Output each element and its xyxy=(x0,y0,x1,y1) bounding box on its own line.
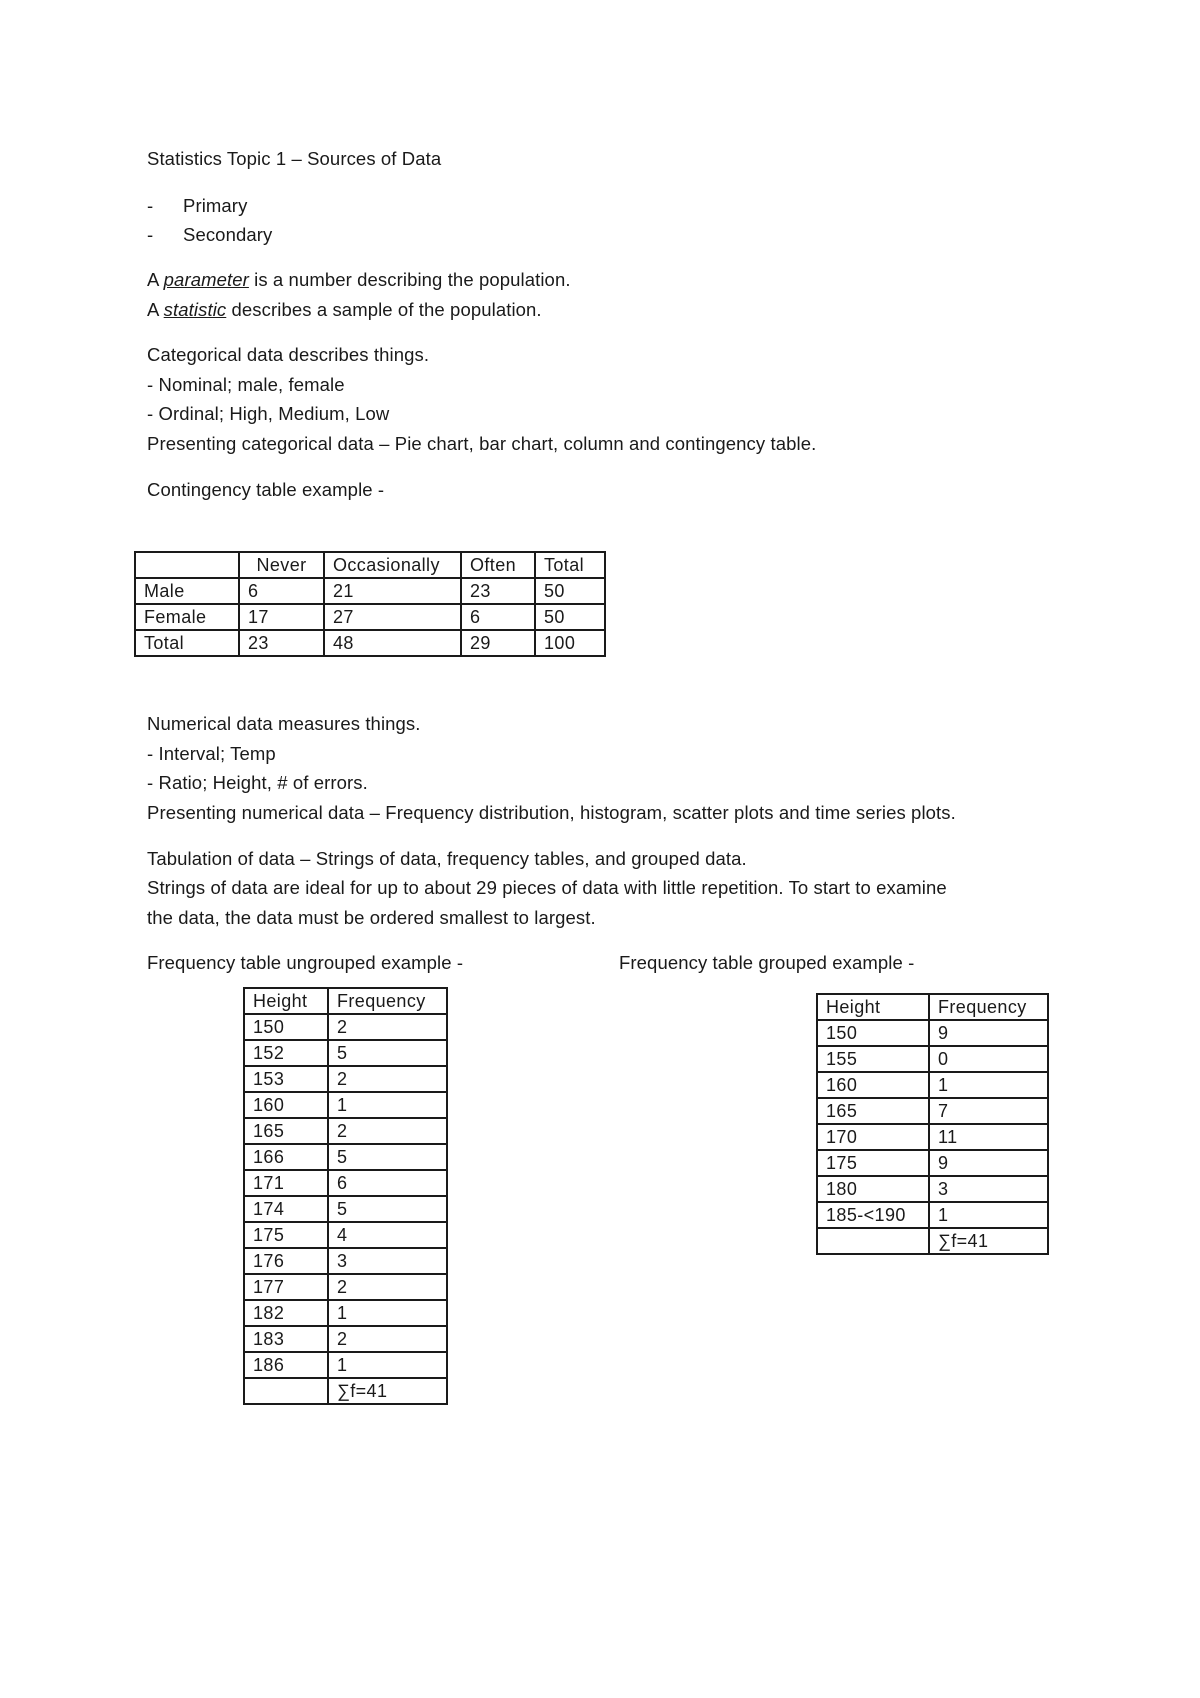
table-row xyxy=(244,1118,447,1144)
table-cell: 5 xyxy=(328,1196,447,1222)
table-row xyxy=(817,1176,1048,1202)
table-row xyxy=(817,1098,1048,1124)
table-cell: Male xyxy=(135,578,239,604)
table-cell: 166 xyxy=(244,1144,328,1170)
table-cell: 183 xyxy=(244,1326,328,1352)
table-cell: 6 xyxy=(461,604,535,630)
table-cell: 27 xyxy=(324,604,461,630)
table-row xyxy=(817,1046,1048,1072)
table-cell: 177 xyxy=(244,1274,328,1300)
tabulation-line-2: Strings of data are ideal for up to about 29 pieces of data with little repetition. To start to examine xyxy=(147,877,947,898)
table-cell: 175 xyxy=(817,1150,929,1176)
numerical-presenting: Presenting numerical data – Frequency distribution, histogram, scatter plots and time series plots. xyxy=(147,802,956,823)
table-cell: 3 xyxy=(929,1176,1048,1202)
table-cell: 23 xyxy=(239,630,324,656)
parameter-term: parameter xyxy=(163,269,249,290)
categorical-nominal: - Nominal; male, female xyxy=(147,374,345,395)
statistic-term: statistic xyxy=(163,299,227,320)
table-row xyxy=(244,1352,447,1378)
table-cell: 150 xyxy=(817,1020,929,1046)
table-cell: ∑f=41 xyxy=(328,1378,447,1404)
table-cell: 165 xyxy=(817,1098,929,1124)
table-row xyxy=(817,1202,1048,1228)
table-cell: 182 xyxy=(244,1300,328,1326)
table-row xyxy=(244,1274,447,1300)
page-title: Statistics Topic 1 – Sources of Data xyxy=(147,148,442,169)
table-row xyxy=(244,1222,447,1248)
table-header-row xyxy=(817,994,1048,1020)
source-item-secondary: - Secondary xyxy=(147,224,273,245)
table-cell: 160 xyxy=(244,1092,328,1118)
table-cell: 1 xyxy=(929,1072,1048,1098)
table-cell: 3 xyxy=(328,1248,447,1274)
table-cell: 6 xyxy=(239,578,324,604)
table-row xyxy=(244,1040,447,1066)
table-cell: Never xyxy=(239,552,324,578)
contingency-table xyxy=(134,551,606,657)
table-cell: 185-<190 xyxy=(817,1202,929,1228)
table-row xyxy=(244,1300,447,1326)
table-cell: 175 xyxy=(244,1222,328,1248)
table-cell: 48 xyxy=(324,630,461,656)
table-cell: Height xyxy=(244,988,328,1014)
tabulation-line-1: Tabulation of data – Strings of data, frequency tables, and grouped data. xyxy=(147,848,747,869)
table-cell: Height xyxy=(817,994,929,1020)
table-cell: 165 xyxy=(244,1118,328,1144)
table-cell: 5 xyxy=(328,1040,447,1066)
table-cell: 1 xyxy=(929,1202,1048,1228)
table-cell: Total xyxy=(535,552,605,578)
table-cell: 1 xyxy=(328,1092,447,1118)
table-cell: 0 xyxy=(929,1046,1048,1072)
table-cell: 2 xyxy=(328,1014,447,1040)
table-cell: 23 xyxy=(461,578,535,604)
table-cell: 5 xyxy=(328,1144,447,1170)
table-cell: 153 xyxy=(244,1066,328,1092)
table-cell xyxy=(135,552,239,578)
table-cell: 152 xyxy=(244,1040,328,1066)
table-cell: 29 xyxy=(461,630,535,656)
parameter-definition: A parameter is a number describing the population. xyxy=(147,269,571,290)
table-cell: 6 xyxy=(328,1170,447,1196)
table-cell: 160 xyxy=(817,1072,929,1098)
table-cell: Frequency xyxy=(328,988,447,1014)
table-cell: 50 xyxy=(535,604,605,630)
table-row xyxy=(244,1326,447,1352)
table-cell: Female xyxy=(135,604,239,630)
table-header-row xyxy=(135,552,605,578)
table-cell: 50 xyxy=(535,578,605,604)
table-cell: 186 xyxy=(244,1352,328,1378)
table-cell: 170 xyxy=(817,1124,929,1150)
table-cell: 2 xyxy=(328,1274,447,1300)
table-cell: 7 xyxy=(929,1098,1048,1124)
table-cell: 150 xyxy=(244,1014,328,1040)
table-header-row xyxy=(244,988,447,1014)
table-row xyxy=(244,1248,447,1274)
table-cell: 171 xyxy=(244,1170,328,1196)
table-cell: 1 xyxy=(328,1352,447,1378)
table-cell: 4 xyxy=(328,1222,447,1248)
categorical-presenting: Presenting categorical data – Pie chart, bar chart, column and contingency table. xyxy=(147,433,817,454)
table-cell: Often xyxy=(461,552,535,578)
ungrouped-frequency-table xyxy=(243,987,448,1405)
table-row xyxy=(817,1072,1048,1098)
categorical-intro: Categorical data describes things. xyxy=(147,344,430,365)
table-row xyxy=(244,1014,447,1040)
table-cell: 9 xyxy=(929,1150,1048,1176)
table-cell: 155 xyxy=(817,1046,929,1072)
numerical-interval: - Interval; Temp xyxy=(147,743,276,764)
table-cell xyxy=(244,1378,328,1404)
table-cell: 100 xyxy=(535,630,605,656)
table-cell xyxy=(817,1228,929,1254)
contingency-example-label: Contingency table example - xyxy=(147,479,385,500)
numerical-ratio: - Ratio; Height, # of errors. xyxy=(147,772,368,793)
table-row xyxy=(817,1124,1048,1150)
table-cell: 176 xyxy=(244,1248,328,1274)
table-cell: Occasionally xyxy=(324,552,461,578)
table-row xyxy=(244,1196,447,1222)
grouped-example-label: Frequency table grouped example - xyxy=(619,952,915,973)
table-row xyxy=(244,1170,447,1196)
table-cell: Total xyxy=(135,630,239,656)
statistic-definition: A statistic describes a sample of the population. xyxy=(147,299,542,320)
table-row xyxy=(135,578,605,604)
table-total-row xyxy=(244,1378,447,1404)
table-row xyxy=(817,1150,1048,1176)
table-row xyxy=(135,630,605,656)
grouped-frequency-table xyxy=(816,993,1049,1255)
table-cell: 2 xyxy=(328,1326,447,1352)
table-row xyxy=(244,1144,447,1170)
table-cell: 180 xyxy=(817,1176,929,1202)
table-cell: 174 xyxy=(244,1196,328,1222)
table-row xyxy=(244,1092,447,1118)
table-cell: 1 xyxy=(328,1300,447,1326)
table-row xyxy=(244,1066,447,1092)
table-cell: 2 xyxy=(328,1066,447,1092)
table-row xyxy=(817,1020,1048,1046)
table-cell: 17 xyxy=(239,604,324,630)
table-cell: 11 xyxy=(929,1124,1048,1150)
categorical-ordinal: - Ordinal; High, Medium, Low xyxy=(147,403,390,424)
table-cell: 21 xyxy=(324,578,461,604)
table-cell: 9 xyxy=(929,1020,1048,1046)
numerical-intro: Numerical data measures things. xyxy=(147,713,421,734)
table-cell: ∑f=41 xyxy=(929,1228,1048,1254)
tabulation-line-3: the data, the data must be ordered smallest to largest. xyxy=(147,907,596,928)
table-total-row xyxy=(817,1228,1048,1254)
source-item-primary: - Primary xyxy=(147,195,248,216)
table-cell: Frequency xyxy=(929,994,1048,1020)
table-cell: 2 xyxy=(328,1118,447,1144)
table-row xyxy=(135,604,605,630)
ungrouped-example-label: Frequency table ungrouped example - xyxy=(147,952,464,973)
